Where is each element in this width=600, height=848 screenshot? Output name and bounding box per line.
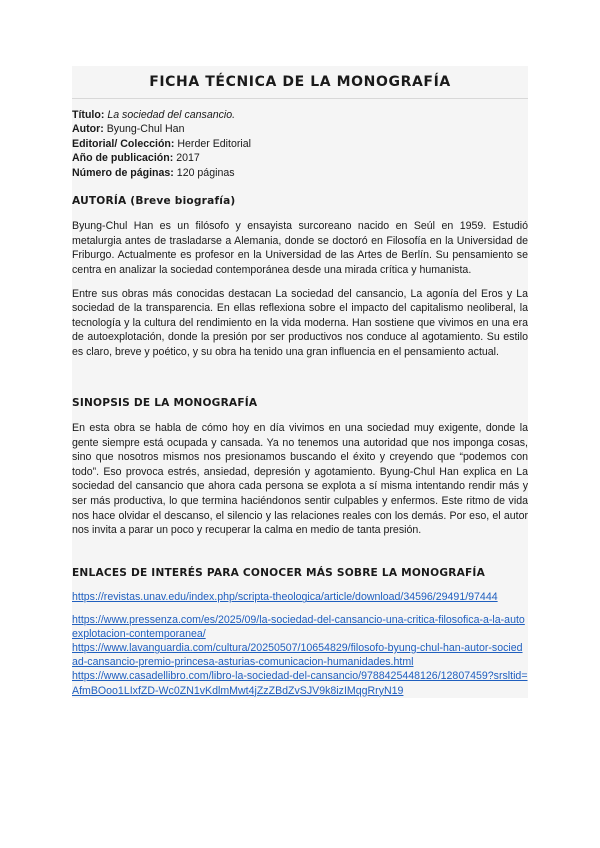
meta-author-row xyxy=(72,122,528,137)
meta-pages-label: Número de páginas: xyxy=(72,166,174,179)
meta-pages-value: 120 páginas xyxy=(176,166,235,179)
meta-author-value: Byung-Chul Han xyxy=(106,123,185,136)
link-pressenza[interactable]: https://www.pressenza.com/es/2025/09/la-sociedad-del-cansancio-una-critica-filosofica-a-la-autoexplotacion-contemporanea/ xyxy=(72,613,525,640)
authorship-heading: AUTORÍA (Breve biografía) xyxy=(72,194,236,207)
link-casadellibro[interactable]: https://www.casadellibro.com/libro-la-sociedad-del-cansancio/9788425448126/12807459?srsltid=AfmBOoo1LIxfZD-Wc0ZN1vKdlmMwt4jZzZBdZvSJV9k8izIMqgRryN19 xyxy=(72,670,528,697)
meta-pages-row xyxy=(72,166,528,181)
meta-publisher-value: Herder Editorial xyxy=(177,137,251,150)
meta-year-row xyxy=(72,151,528,166)
links-heading: ENLACES DE INTERÉS PARA CONOCER MÁS SOBRE LA MONOGRAFÍA xyxy=(72,566,485,579)
meta-publisher-row xyxy=(72,137,528,152)
link-unav[interactable]: https://revistas.unav.edu/index.php/scripta-theologica/article/download/34596/29491/97444 xyxy=(72,591,498,604)
meta-year-value: 2017 xyxy=(176,152,200,165)
meta-publisher-label: Editorial/ Colección: xyxy=(72,137,175,150)
link-lavanguardia[interactable]: https://www.lavanguardia.com/cultura/20250507/10654829/filosofo-byung-chul-han-autor-sociedad-cansancio-premio-princesa-asturias-comunicacion-humanidades.html xyxy=(72,642,523,669)
authorship-paragraph-1: Byung-Chul Han es un filósofo y ensayista surcoreano nacido en Seúl en 1959. Estudió metalurgia antes de trasladarse a Alemania, donde se doctoró en Filosofía en la Universidad de Friburgo. Actualmente es profesor en la Universidad de las Artes de Berlín. Su pensamiento se centra en analizar la sociedad contemporánea desde una mirada crítica y humanista. xyxy=(72,220,528,276)
monograph-sheet xyxy=(72,66,528,698)
authorship-paragraph-2: Entre sus obras más conocidas destacan La sociedad del cansancio, La agonía del Eros y La sociedad de la transparencia. En ellas reflexiona sobre el impacto del capitalismo neoliberal, la tecnología y la cultura del rendimiento en la vida moderna. Han sostiene que vivimos en una era de autoexplotación, donde la presión por ser productivos nos conduce al agotamiento. Su estilo es claro, breve y poético, y su obra ha tenido una gran influencia en el pensamiento actual. xyxy=(72,287,528,358)
links-list xyxy=(72,590,528,697)
meta-author-label: Autor: xyxy=(72,123,104,136)
meta-title-label: Título: xyxy=(72,108,105,121)
meta-year-label: Año de publicación: xyxy=(72,152,174,165)
page-title: FICHA TÉCNICA DE LA MONOGRAFÍA xyxy=(72,66,528,99)
meta-title-value: La sociedad del cansancio. xyxy=(107,108,236,121)
synopsis-heading: SINOPSIS DE LA MONOGRAFÍA xyxy=(72,396,258,409)
synopsis-paragraph: En esta obra se habla de cómo hoy en día vivimos en una sociedad muy exigente, donde la gente siempre está ocupada y cansada. Ya no tenemos una autoridad que nos imponga cosas, sino que nosotros mismos nos presionamos buscando el éxito y creyendo que “podemos con todo”. Eso provoca estrés, ansiedad, depresión y agotamiento. Byung-Chul Han explica en La sociedad del cansancio que ahora cada persona se explota a sí misma intentando rendir más y ser más productiva, lo que termina haciéndonos sentir culpables y enfermos. Este ritmo de vida nos hace olvidar el descanso, el silencio y las relaciones reales con los demás. Por eso, el autor nos invita a parar un poco y recuperar la calma en medio de tanta presión. xyxy=(72,422,528,537)
meta-title-row xyxy=(72,108,528,123)
technical-data xyxy=(72,99,528,181)
